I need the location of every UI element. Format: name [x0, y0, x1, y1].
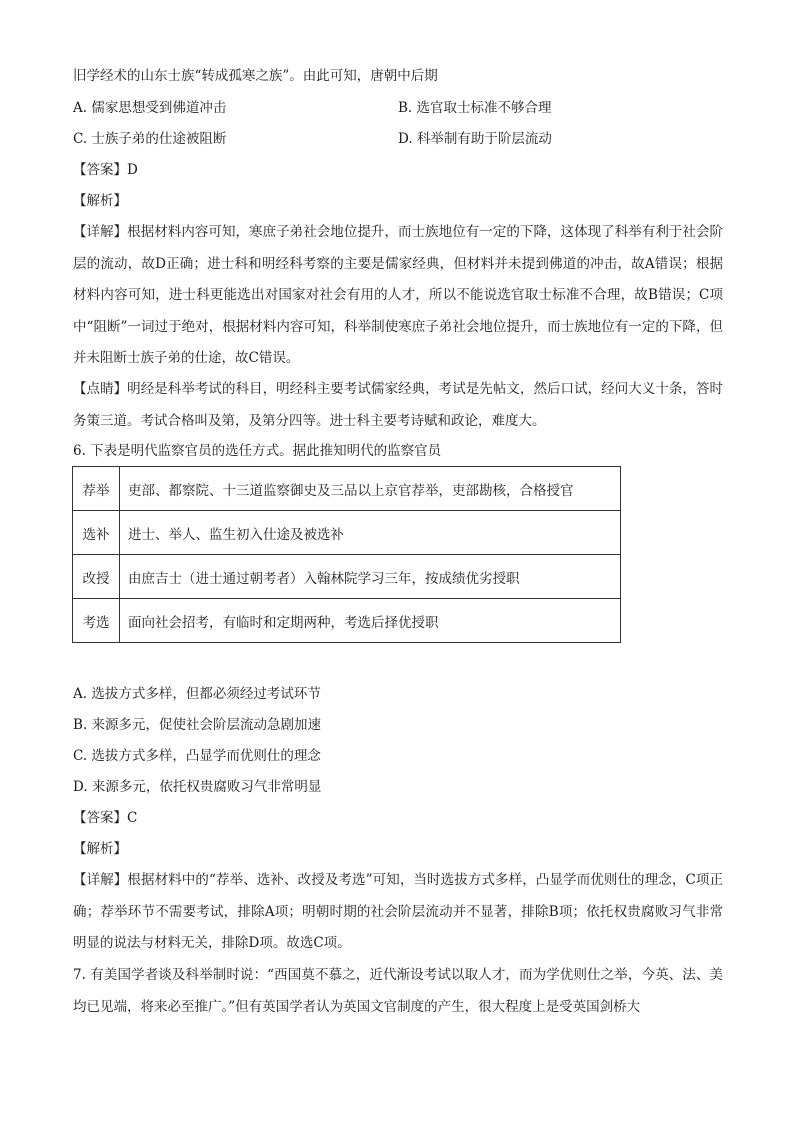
q6-option-b[interactable]: B. 来源多元，促使社会阶层流动急剧加速: [73, 717, 322, 733]
table-cell-description: 吏部、都察院、十三道监察御史及三品以上京官荐举，吏部勘核，合格授官: [120, 467, 621, 511]
table-row: [73, 511, 621, 555]
q6-stem: 6. 下表是明代监察官员的选任方式。据此推知明代的监察官员: [73, 443, 442, 459]
q6-answer: 【答案】C: [73, 810, 138, 826]
q5-detail: 【详解】根据材料内容可知，寒庶子弟社会地位提升，而士族地位有一定的下降，这体现了科举有利于社会阶层的流动，故D正确；进士科和明经科考察的主要是儒家经典，但材料并未提到佛道的冲击，故A错误；根据材料内容可知，进士科更能选出对国家对社会有用的人才，所以不能说选官取士标准不合理，故B错误；C项中“阻断”一词过于绝对，根据材料内容可知，科举制使寒庶子弟社会地位提升，而士族地位有一定的下降，但并未阻断士族子弟的仕途，故C错误。: [73, 224, 723, 366]
table-cell-description: 进士、举人、监生初入仕途及被选补: [120, 511, 621, 555]
table-cell-method: 改授: [73, 555, 120, 599]
table-cell-method: 荐举: [73, 467, 120, 511]
q5-analysis-heading: 【解析】: [73, 193, 127, 209]
q5-answer: 【答案】D: [73, 162, 138, 178]
table-cell-description: 由庶吉士（进士通过朝考者）入翰林院学习三年，按成绩优劣授职: [120, 555, 621, 599]
selection-methods-table: [72, 466, 621, 643]
table-cell-method: 选补: [73, 511, 120, 555]
table-row: [73, 555, 621, 599]
q5-option-b[interactable]: B. 选官取士标准不够合理: [398, 100, 552, 116]
table-cell-description: 面向社会招考，有临时和定期两种，考选后择优授职: [120, 599, 621, 643]
q7-stem: 7. 有美国学者谈及科举制时说：“西国莫不慕之，近代渐设考试以取人才，而为学优则仕之举，今英、法、美均已见端，将来必至推广。”但有英国学者认为英国文官制度的产生，很大程度上是受英国剑桥大: [73, 967, 723, 1015]
table-row: [73, 599, 621, 643]
q6-option-d[interactable]: D. 来源多元，依托权贵腐败习气非常明显: [73, 779, 322, 795]
q5-tip: 【点睛】明经是科举考试的科目，明经科主要考试儒家经典，考试是先帖文，然后口试，经问大义十条，答时务策三道。考试合格叫及第，及第分四等。进士科主要考诗赋和政论，难度大。: [73, 381, 723, 429]
q6-option-a[interactable]: A. 选拔方式多样，但都必须经过考试环节: [73, 686, 321, 702]
q5-option-d[interactable]: D. 科举制有助于阶层流动: [398, 131, 552, 147]
q6-analysis-heading: 【解析】: [73, 841, 127, 857]
q6-detail: 【详解】根据材料中的“荐举、选补、改授及考选”可知，当时选拔方式多样，凸显学而优则仕的理念，C项正确；荐举环节不需要考试，排除A项；明朝时期的社会阶层流动并不显著，排除B项；依托权贵腐败习气非常明显的说法与材料无关，排除D项。故选C项。: [73, 872, 723, 951]
intro-line: 旧学经术的山东士族“转成孤寒之族”。由此可知，唐朝中后期: [73, 68, 438, 84]
q6-option-c[interactable]: C. 选拔方式多样，凸显学而优则仕的理念: [73, 748, 321, 764]
q5-option-c[interactable]: C. 士族子弟的仕途被阻断: [73, 131, 227, 147]
table-cell-method: 考选: [73, 599, 120, 643]
q5-option-a[interactable]: A. 儒家思想受到佛道冲击: [73, 100, 227, 116]
table-row: [73, 467, 621, 511]
